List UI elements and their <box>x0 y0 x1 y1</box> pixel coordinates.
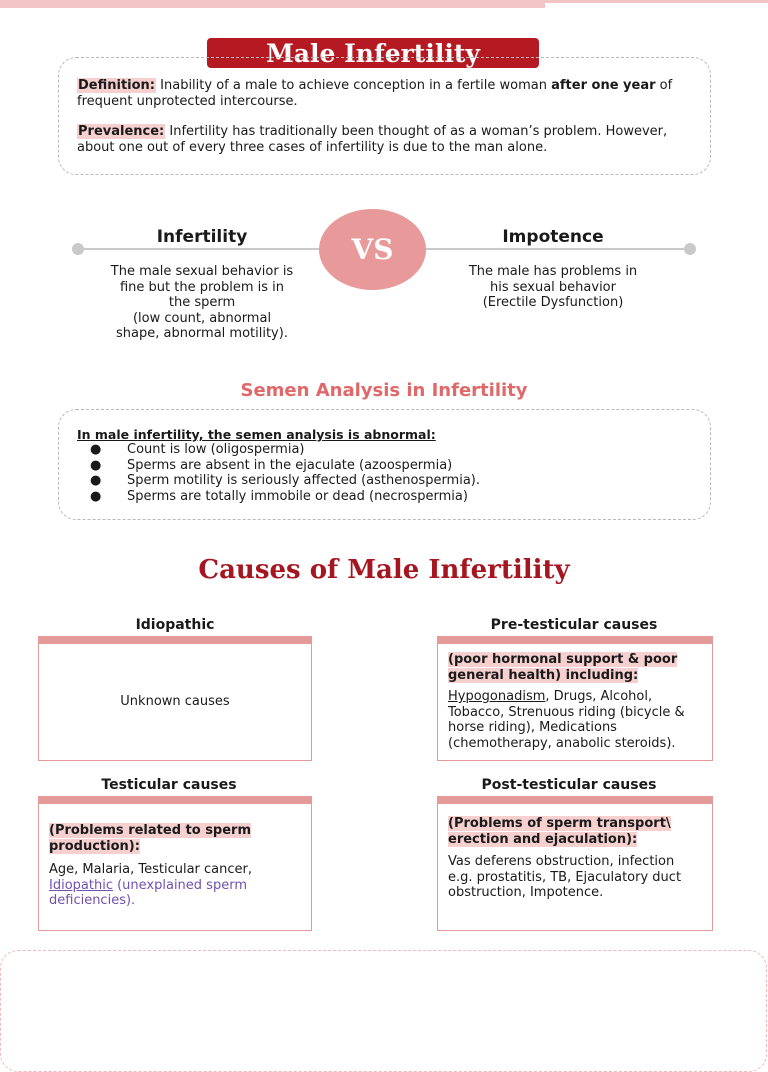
idiopathic-heading: Idiopathic <box>135 617 215 633</box>
prevalence-paragraph <box>77 124 707 156</box>
pre-testicular-body: Hypogonadism, Drugs, Alcohol, Tobacco, Strenuous riding (bicycle & horse riding), Medications (chemotherapy, anabolic steroids). <box>448 689 685 751</box>
top-decor-bar <box>0 0 768 8</box>
prevalence-text: Infertility has traditionally been thought of as a woman’s problem. However, about one out of every three cases of infertility is due to the man alone. <box>77 124 668 155</box>
line-dot-right <box>684 243 696 255</box>
definition-box <box>58 57 711 175</box>
infertility-heading: Infertility <box>156 227 248 247</box>
semen-analysis-intro: In male infertility, the semen analysis is abnormal: <box>77 427 436 442</box>
pre-testicular-heading: Pre-testicular causes <box>490 617 658 633</box>
page-title: Male Infertility <box>207 38 539 68</box>
definition-paragraph <box>77 78 707 110</box>
impotence-heading: Impotence <box>502 227 604 247</box>
impotence-description: The male has problems in his sexual behavior (Erectile Dysfunction) <box>468 264 638 310</box>
post-testicular-body: Vas deferens obstruction, infection e.g. prostatitis, TB, Ejaculatory duct obstruction, Impotence. <box>448 854 682 900</box>
idiopathic-body: Unknown causes <box>120 694 230 709</box>
prevalence-label: Prevalence: <box>78 124 165 139</box>
list-item: ● Sperms are totally immobile or dead (necrospermia) <box>90 488 468 504</box>
pre-testicular-card <box>437 636 713 761</box>
list-item: ● Count is low (oligospermia) <box>90 442 305 457</box>
testicular-heading: Testicular causes <box>101 777 237 793</box>
card-header-bar <box>437 636 713 644</box>
testicular-highlight: (Problems related to sperm production): <box>49 823 252 854</box>
semen-findings-list <box>90 442 480 504</box>
post-testicular-card <box>437 796 713 931</box>
testicular-card <box>38 796 312 931</box>
card-header-bar <box>38 796 312 804</box>
semen-analysis-heading: Semen Analysis in Infertility <box>240 380 528 401</box>
list-item: ● Sperm motility is seriously affected (asthenospermia). <box>90 473 481 488</box>
definition-label: Definition: <box>78 78 156 93</box>
card-header-bar <box>437 796 713 804</box>
idiopathic-link[interactable]: Idiopathic <box>49 877 113 893</box>
list-item: ● Sperms are absent in the ejaculate (azoospermia) <box>90 457 453 473</box>
post-testicular-heading: Post-testicular causes <box>481 777 657 793</box>
pre-testicular-highlight: (poor hormonal support & poor general health) including: <box>448 652 678 683</box>
line-dot-left <box>72 243 84 255</box>
definition-bold: after one year <box>551 78 656 93</box>
infertility-description: The male sexual behavior is fine but the problem is in the sperm (low count, abnormal shape, abnormal motility). <box>110 264 294 341</box>
testicular-body: Age, Malaria, Testicular cancer, Idiopathic (unexplained sperm deficiencies). <box>49 862 252 908</box>
idiopathic-card <box>38 636 312 761</box>
bottom-dashed-box <box>0 950 767 1072</box>
post-testicular-highlight: (Problems of sperm transport\ erection and ejaculation): <box>448 816 671 847</box>
card-header-bar <box>38 636 312 644</box>
definition-text-end: of frequent unprotected intercourse. <box>77 78 673 109</box>
definition-text: Inability of a male to achieve conception in a fertile woman <box>156 78 552 93</box>
vs-badge: VS <box>319 209 426 290</box>
causes-title: Causes of Male Infertility <box>198 555 570 585</box>
